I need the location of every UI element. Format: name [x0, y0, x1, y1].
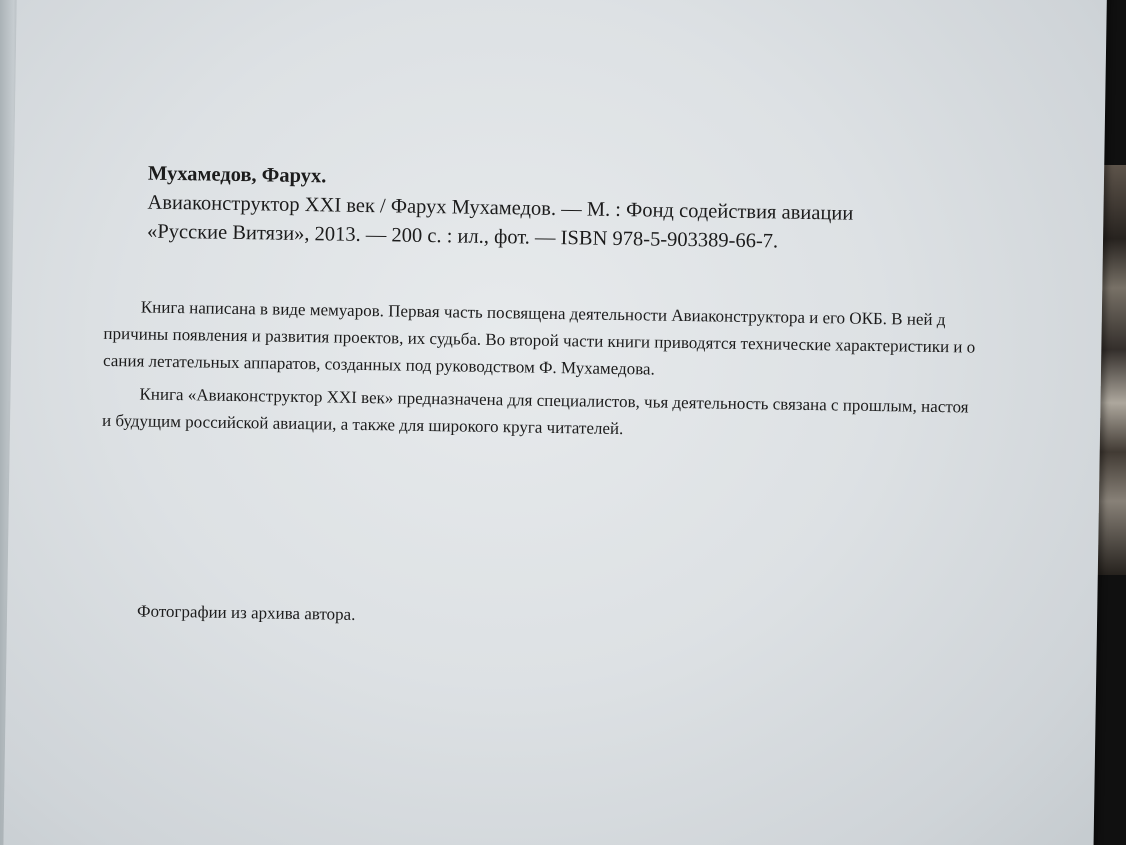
bibliographic-line-1: Авиаконструктор XXI век / Фарух Мухамедов. — М. : Фонд содействия авиации — [147, 191, 854, 225]
author-name: Мухамедов, Фарух. — [147, 162, 327, 188]
annotation-p1-line-3: сания летательных аппаратов, созданных под руководством Ф. Мухамедова. — [102, 350, 655, 379]
bibliographic-entry — [147, 160, 854, 258]
bibliographic-line-2: «Русские Витязи», 2013. — 200 с. : ил., фот. — ISBN 978-5-903389-66-7. — [146, 220, 779, 253]
book-page — [3, 0, 1107, 845]
annotation-p1-line-1: Книга написана в виде мемуаров. Первая часть посвящена деятельности Авиаконструктора и его ОКБ. В ней д — [140, 297, 946, 330]
annotation-p2-line-1: Книга «Авиаконструктор XXI век» предназначена для специалистов, чья деятельность связана с прошлым, настоя — [139, 384, 969, 417]
photo-credit: Фотографии из архива автора. — [136, 601, 356, 624]
annotation-p2-line-2: и будущим российской авиации, а также для широкого круга читателей. — [101, 410, 624, 439]
annotation — [102, 293, 976, 448]
annotation-p1-line-2: причины появления и развития проектов, их судьба. Во второй части книги приводятся технические характеристики и о — [103, 323, 976, 357]
